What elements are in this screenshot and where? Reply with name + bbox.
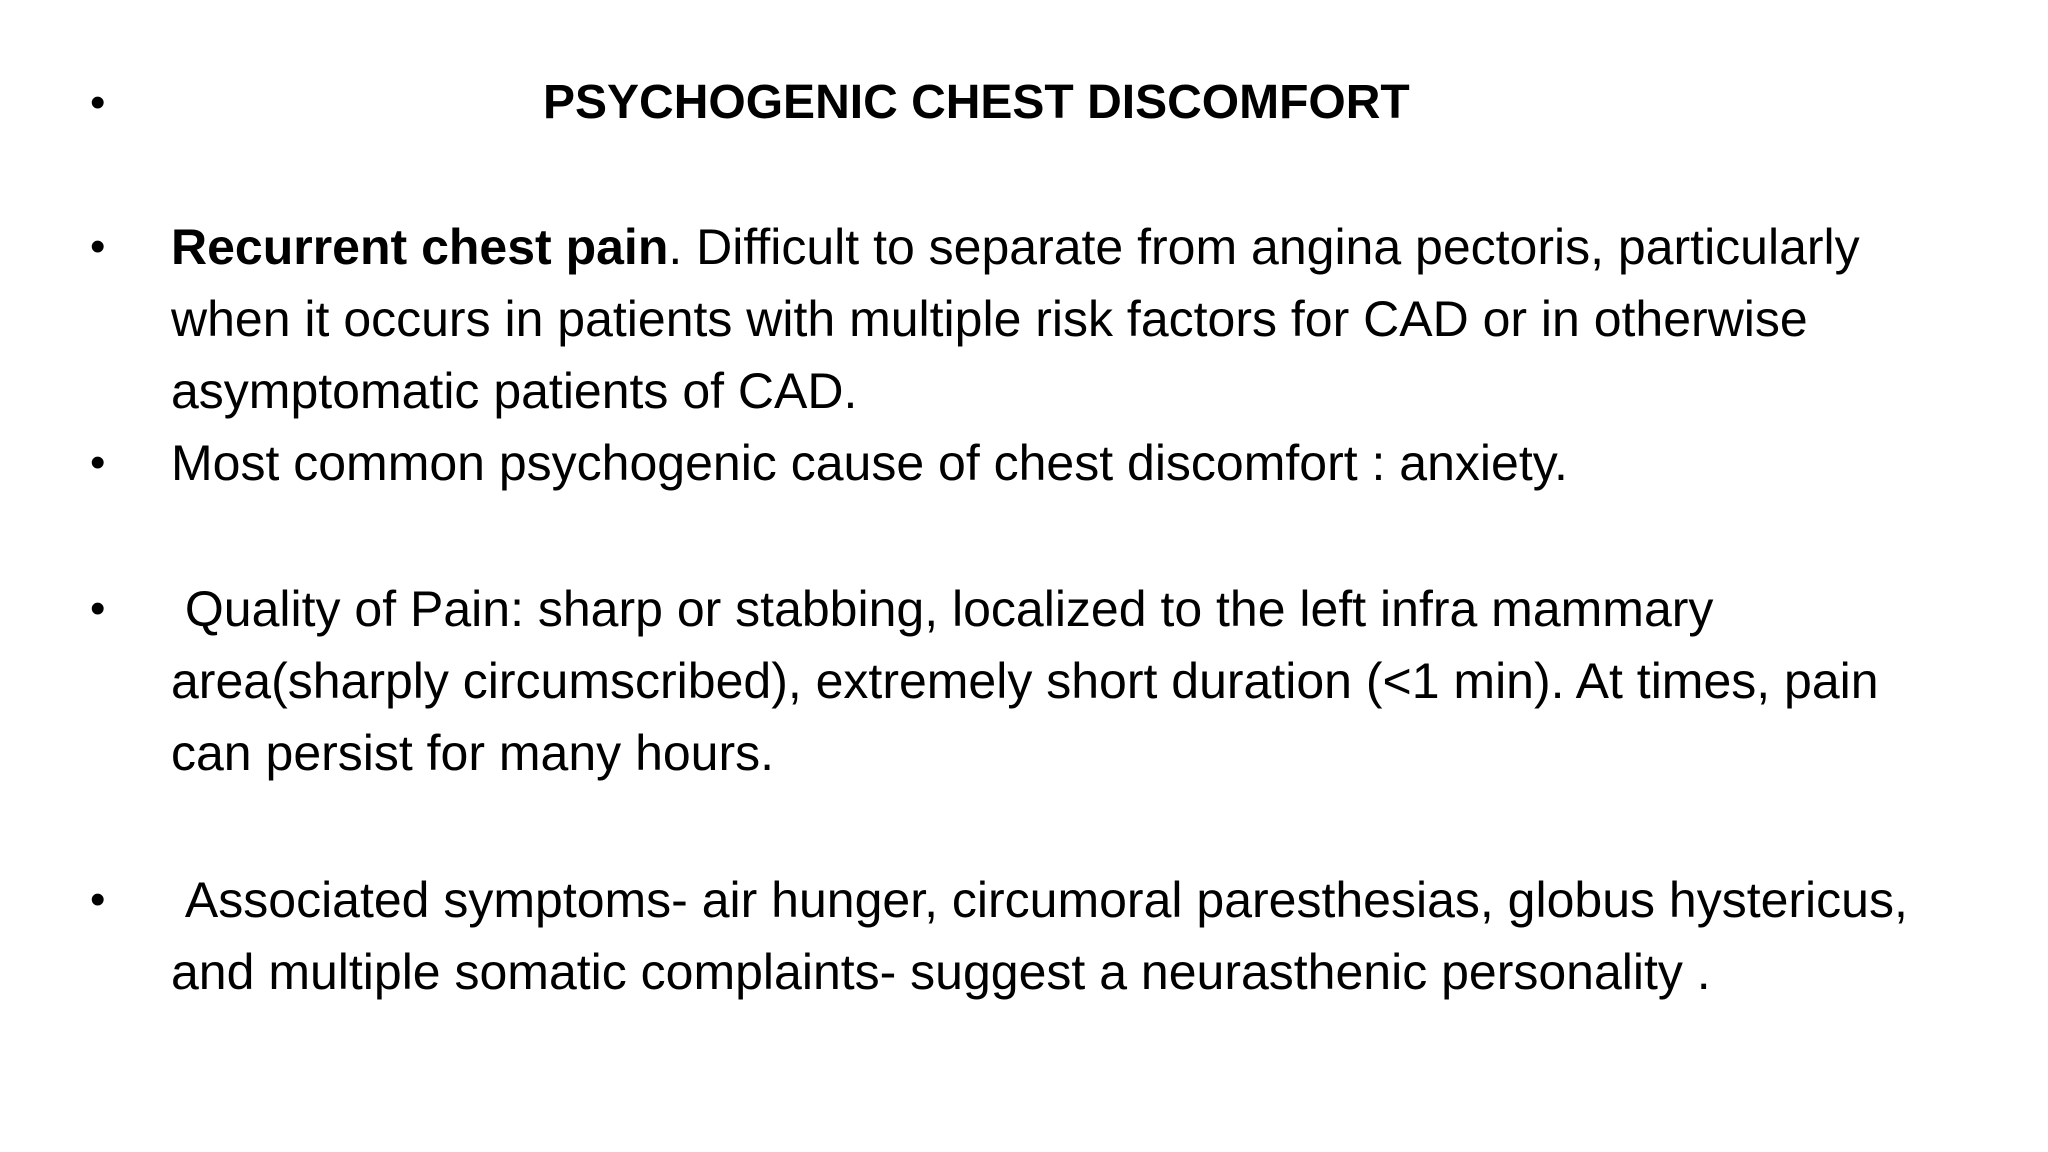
item-1-text (171, 211, 1971, 427)
slide-title: PSYCHOGENIC CHEST DISCOMFORT (543, 76, 1410, 129)
item-3-bullet: • (90, 584, 106, 633)
item-4-bullet: • (90, 875, 106, 924)
item-1-bold-lead: Recurrent chest pain (171, 219, 669, 275)
item-4-text: Associated symptoms- air hunger, circumoral paresthesias, globus hystericus, and multiple somatic complaints- suggest a neurasthenic personality . (171, 872, 1922, 1000)
item-1-bullet: • (90, 222, 106, 271)
item-3-text: Quality of Pain: sharp or stabbing, localized to the left infra mammary area(sharply circumscribed), extremely short duration (<1 min). At times, pain can persist for many hours. (171, 581, 1893, 781)
item-2-text: Most common psychogenic cause of chest discomfort : anxiety. (171, 435, 1568, 491)
title-bullet: • (90, 78, 106, 127)
item-1-body: . Difficult to separate from angina pectoris, particularly when it occurs in patients with multiple risk factors for CAD or in otherwise asymptomatic patients of CAD. (171, 219, 1874, 419)
item-2-bullet: • (90, 438, 106, 487)
